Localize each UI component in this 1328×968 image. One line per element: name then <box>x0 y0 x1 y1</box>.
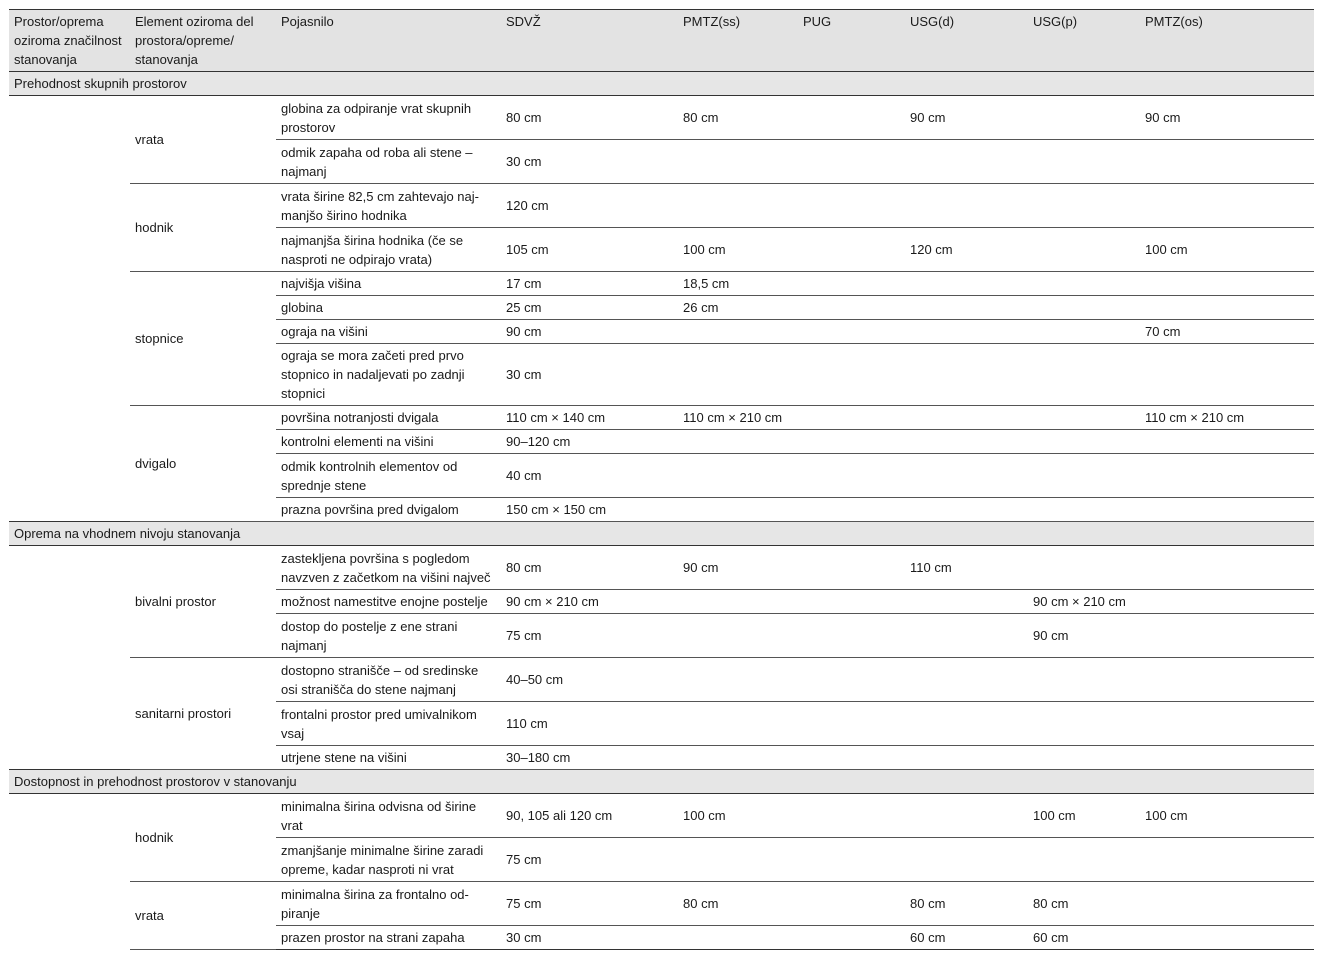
cell-usg-p <box>1028 406 1140 430</box>
cell-usg-d <box>905 614 1028 658</box>
cell-sdvz: 17 cm <box>501 272 678 296</box>
cell-pojasnilo: kontrolni elementi na višini <box>276 430 501 454</box>
cell-sdvz: 30–180 cm <box>501 746 678 770</box>
cell-pojasnilo: ograja na višini <box>276 320 501 344</box>
category-blank-cell <box>9 546 130 770</box>
cell-usg-d <box>905 406 1028 430</box>
section-title: Dostopnost in prehodnost prostorov v stanovanju <box>9 770 1314 794</box>
cell-sdvz: 30 cm <box>501 344 678 406</box>
section-row <box>9 770 1314 794</box>
cell-pmtz-os <box>1140 498 1314 522</box>
header-cell-element: Element oziroma del prostora/opreme/ stanovanja <box>130 10 276 72</box>
cell-usg-d <box>905 430 1028 454</box>
cell-usg-d <box>905 746 1028 770</box>
cell-pug <box>798 926 905 950</box>
cell-usg-d <box>905 658 1028 702</box>
category-blank-cell <box>9 794 130 950</box>
cell-sdvz: 75 cm <box>501 614 678 658</box>
cell-usg-d: 120 cm <box>905 228 1028 272</box>
cell-pojasnilo: globina za odpiranje vrat skupnih prostorov <box>276 96 501 140</box>
cell-usg-p <box>1028 272 1140 296</box>
cell-usg-p <box>1028 746 1140 770</box>
cell-pmtz-os <box>1140 546 1314 590</box>
cell-sdvz: 110 cm × 140 cm <box>501 406 678 430</box>
cell-pmtz-ss: 80 cm <box>678 882 798 926</box>
cell-sdvz: 150 cm × 150 cm <box>501 498 678 522</box>
cell-pug <box>798 430 905 454</box>
table-row <box>9 272 1314 296</box>
header-cell-prostor: Prostor/oprema oziroma značilnost stanovanja <box>9 10 130 72</box>
cell-pojasnilo: najmanjša širina hodnika (če se nasproti ne odpirajo vrata) <box>276 228 501 272</box>
cell-pmtz-os: 90 cm <box>1140 96 1314 140</box>
cell-usg-p: 100 cm <box>1028 794 1140 838</box>
cell-pmtz-ss: 26 cm <box>678 296 798 320</box>
cell-pug <box>798 96 905 140</box>
cell-usg-p <box>1028 658 1140 702</box>
table-row <box>9 794 1314 838</box>
cell-pmtz-os: 100 cm <box>1140 794 1314 838</box>
cell-usg-d <box>905 140 1028 184</box>
header-cell-pojasnilo: Pojasnilo <box>276 10 501 72</box>
cell-usg-d <box>905 590 1028 614</box>
cell-pmtz-ss: 18,5 cm <box>678 272 798 296</box>
cell-pmtz-os <box>1140 430 1314 454</box>
cell-pmtz-os <box>1140 344 1314 406</box>
cell-usg-d <box>905 184 1028 228</box>
cell-pmtz-ss: 80 cm <box>678 96 798 140</box>
cell-usg-d <box>905 702 1028 746</box>
cell-usg-d <box>905 296 1028 320</box>
cell-sdvz: 120 cm <box>501 184 678 228</box>
cell-pmtz-os <box>1140 838 1314 882</box>
element-cell: sanitarni prostori <box>130 658 276 770</box>
header-cell-usg-p: USG(p) <box>1028 10 1140 72</box>
cell-pojasnilo: zastekljena površina s pogledom navzven z začetkom na višini največ <box>276 546 501 590</box>
cell-pmtz-ss <box>678 430 798 454</box>
cell-pug <box>798 140 905 184</box>
cell-pojasnilo: minimalna širina odvisna od širine vrat <box>276 794 501 838</box>
cell-usg-d <box>905 272 1028 296</box>
header-row <box>9 10 1314 72</box>
cell-pmtz-ss <box>678 320 798 344</box>
cell-pmtz-os <box>1140 140 1314 184</box>
cell-sdvz: 30 cm <box>501 926 678 950</box>
cell-usg-p: 90 cm × 210 cm <box>1028 590 1140 614</box>
table-body <box>9 72 1314 950</box>
cell-pojasnilo: površina notranjosti dvigala <box>276 406 501 430</box>
cell-pmtz-ss <box>678 614 798 658</box>
cell-pmtz-ss <box>678 184 798 228</box>
table-row <box>9 406 1314 430</box>
element-cell: stopnice <box>130 272 276 406</box>
cell-sdvz: 80 cm <box>501 96 678 140</box>
table-row <box>9 658 1314 702</box>
cell-usg-d <box>905 454 1028 498</box>
cell-pmtz-os <box>1140 614 1314 658</box>
cell-usg-d <box>905 794 1028 838</box>
element-cell: bivalni prostor <box>130 546 276 658</box>
cell-sdvz: 90 cm × 210 cm <box>501 590 678 614</box>
cell-pug <box>798 320 905 344</box>
cell-pmtz-os <box>1140 296 1314 320</box>
cell-pug <box>798 658 905 702</box>
cell-pmtz-os <box>1140 272 1314 296</box>
cell-usg-d <box>905 320 1028 344</box>
header-cell-pmtz-ss: PMTZ(ss) <box>678 10 798 72</box>
cell-usg-p <box>1028 344 1140 406</box>
cell-usg-p <box>1028 228 1140 272</box>
element-cell: hodnik <box>130 184 276 272</box>
cell-pug <box>798 590 905 614</box>
cell-sdvz: 75 cm <box>501 882 678 926</box>
element-cell: vrata <box>130 96 276 184</box>
cell-pmtz-os <box>1140 702 1314 746</box>
cell-pug <box>798 498 905 522</box>
cell-usg-p <box>1028 546 1140 590</box>
cell-pojasnilo: globina <box>276 296 501 320</box>
header-cell-pug: PUG <box>798 10 905 72</box>
cell-pmtz-os <box>1140 454 1314 498</box>
cell-pug <box>798 296 905 320</box>
cell-pmtz-ss <box>678 590 798 614</box>
cell-pmtz-os: 100 cm <box>1140 228 1314 272</box>
cell-pmtz-ss: 110 cm × 210 cm <box>678 406 798 430</box>
category-blank-cell <box>9 96 130 522</box>
cell-pmtz-ss <box>678 926 798 950</box>
cell-pojasnilo: ograja se mora začeti pred prvo stopnico in nadaljevati po zadnji stopnici <box>276 344 501 406</box>
element-cell: hodnik <box>130 794 276 882</box>
cell-pmtz-ss <box>678 838 798 882</box>
cell-pmtz-ss <box>678 454 798 498</box>
cell-pojasnilo: dostop do postelje z ene strani najmanj <box>276 614 501 658</box>
cell-pug <box>798 838 905 882</box>
table-row <box>9 546 1314 590</box>
cell-pojasnilo: prazna površina pred dvigalom <box>276 498 501 522</box>
requirements-table <box>9 9 1314 950</box>
section-row <box>9 72 1314 96</box>
table-row <box>9 96 1314 140</box>
cell-usg-p <box>1028 498 1140 522</box>
cell-usg-p: 60 cm <box>1028 926 1140 950</box>
cell-usg-d: 60 cm <box>905 926 1028 950</box>
cell-usg-d: 90 cm <box>905 96 1028 140</box>
cell-pojasnilo: možnost namestitve enojne postelje <box>276 590 501 614</box>
cell-pug <box>798 746 905 770</box>
cell-sdvz: 105 cm <box>501 228 678 272</box>
cell-pojasnilo: zmanjšanje minimalne širine zaradi opreme, kadar nasproti ni vrat <box>276 838 501 882</box>
cell-usg-p <box>1028 702 1140 746</box>
cell-sdvz: 40–50 cm <box>501 658 678 702</box>
cell-usg-d: 110 cm <box>905 546 1028 590</box>
cell-usg-d: 80 cm <box>905 882 1028 926</box>
cell-pug <box>798 454 905 498</box>
cell-pug <box>798 184 905 228</box>
table-row <box>9 882 1314 926</box>
cell-usg-d <box>905 838 1028 882</box>
cell-sdvz: 80 cm <box>501 546 678 590</box>
cell-pmtz-ss <box>678 140 798 184</box>
header-cell-pmtz-os: PMTZ(os) <box>1140 10 1314 72</box>
cell-pojasnilo: odmik zapaha od roba ali stene – najmanj <box>276 140 501 184</box>
cell-pmtz-ss <box>678 746 798 770</box>
cell-pmtz-ss <box>678 498 798 522</box>
cell-usg-p <box>1028 838 1140 882</box>
cell-usg-p <box>1028 320 1140 344</box>
cell-sdvz: 90–120 cm <box>501 430 678 454</box>
cell-pug <box>798 614 905 658</box>
cell-pug <box>798 272 905 296</box>
cell-pmtz-ss <box>678 702 798 746</box>
cell-pojasnilo: dostopno stranišče – od sredinske osi stranišča do stene najmanj <box>276 658 501 702</box>
cell-sdvz: 90 cm <box>501 320 678 344</box>
cell-pmtz-ss: 100 cm <box>678 228 798 272</box>
cell-pug <box>798 546 905 590</box>
cell-pug <box>798 882 905 926</box>
section-title: Prehodnost skupnih prostorov <box>9 72 1314 96</box>
cell-sdvz: 40 cm <box>501 454 678 498</box>
requirements-table-document <box>9 9 1314 950</box>
cell-usg-p <box>1028 96 1140 140</box>
cell-usg-p <box>1028 430 1140 454</box>
cell-sdvz: 25 cm <box>501 296 678 320</box>
cell-sdvz: 75 cm <box>501 838 678 882</box>
cell-usg-p <box>1028 184 1140 228</box>
element-cell: dvigalo <box>130 406 276 522</box>
cell-pmtz-os <box>1140 882 1314 926</box>
cell-pojasnilo: odmik kontrolnih elementov od sprednje stene <box>276 454 501 498</box>
cell-pmtz-os <box>1140 590 1314 614</box>
cell-pojasnilo: prazen prostor na strani zapaha <box>276 926 501 950</box>
cell-pug <box>798 794 905 838</box>
cell-sdvz: 30 cm <box>501 140 678 184</box>
cell-usg-p <box>1028 296 1140 320</box>
cell-pojasnilo: utrjene stene na višini <box>276 746 501 770</box>
cell-pojasnilo: najvišja višina <box>276 272 501 296</box>
cell-usg-p <box>1028 454 1140 498</box>
cell-pug <box>798 406 905 430</box>
cell-pojasnilo: vrata širine 82,5 cm zahtevajo naj-manjšo širino hodnika <box>276 184 501 228</box>
section-row <box>9 522 1314 546</box>
cell-pojasnilo: frontalni prostor pred umivalnikom vsaj <box>276 702 501 746</box>
cell-usg-p: 80 cm <box>1028 882 1140 926</box>
section-title: Oprema na vhodnem nivoju stanovanja <box>9 522 1314 546</box>
cell-pojasnilo: minimalna širina za frontalno od-piranje <box>276 882 501 926</box>
cell-sdvz: 110 cm <box>501 702 678 746</box>
cell-pmtz-os: 110 cm × 210 cm <box>1140 406 1314 430</box>
cell-usg-d <box>905 498 1028 522</box>
cell-pmtz-ss: 90 cm <box>678 546 798 590</box>
cell-pmtz-ss: 100 cm <box>678 794 798 838</box>
element-cell: vrata <box>130 882 276 950</box>
cell-pug <box>798 228 905 272</box>
cell-pmtz-os <box>1140 926 1314 950</box>
cell-pug <box>798 702 905 746</box>
cell-sdvz: 90, 105 ali 120 cm <box>501 794 678 838</box>
cell-pmtz-os: 70 cm <box>1140 320 1314 344</box>
cell-pmtz-ss <box>678 658 798 702</box>
cell-pmtz-os <box>1140 658 1314 702</box>
cell-pmtz-os <box>1140 746 1314 770</box>
cell-usg-d <box>905 344 1028 406</box>
table-row <box>9 184 1314 228</box>
header-cell-sdvz: SDVŽ <box>501 10 678 72</box>
header-cell-usg-d: USG(d) <box>905 10 1028 72</box>
cell-usg-p <box>1028 140 1140 184</box>
cell-pmtz-ss <box>678 344 798 406</box>
cell-pug <box>798 344 905 406</box>
cell-pmtz-os <box>1140 184 1314 228</box>
cell-usg-p: 90 cm <box>1028 614 1140 658</box>
